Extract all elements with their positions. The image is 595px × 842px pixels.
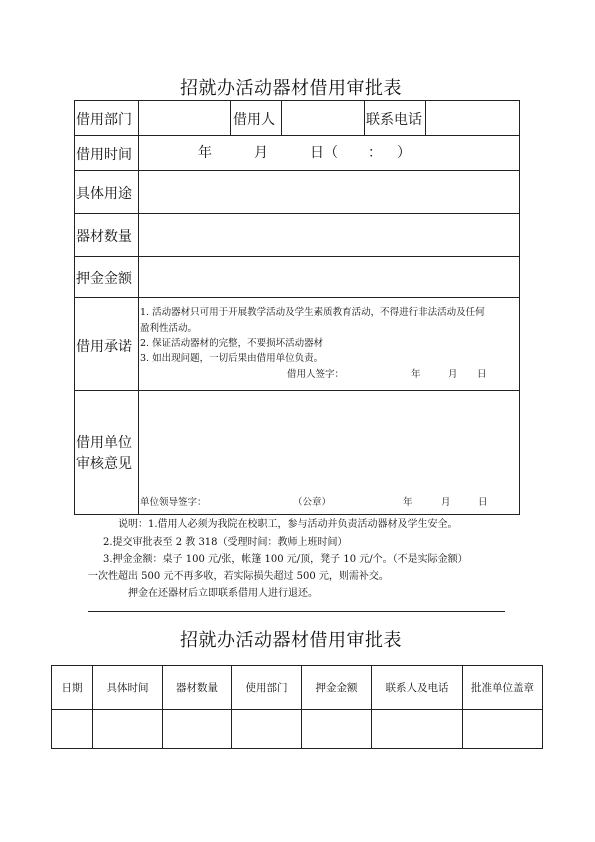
deposit-field[interactable] [140,258,518,296]
purpose-label: 具体用途 [76,186,132,202]
promise-label: 借用承诺 [76,339,132,355]
quantity-field[interactable] [140,215,518,255]
dept-field[interactable] [140,102,228,133]
promise-line-1: 1. 活动器材只可用于开展教学活动及学生素质教育活动，不得进行非法活动及任何 [140,307,485,318]
time-month: 月 [254,145,268,161]
review-seal: （公章） [293,497,332,508]
record-table [51,665,543,749]
borrower-label: 借用人 [233,112,275,128]
section-divider [88,611,505,612]
review-opinion-field[interactable] [140,393,518,485]
record-header-dept: 使用部门 [232,666,302,710]
note-line-5: 押金在还器材后立即联系借用人进行退还。 [128,588,318,599]
review-label-line-2: 审核意见 [76,456,132,472]
time-colon: ： [368,145,382,161]
note-line-1: 说明：1.借用人必须为我院在校职工，参与活动并负责活动器材及学生安全。 [118,519,458,530]
record-row [52,710,543,749]
time-year: 年 [198,145,212,161]
review-label-line-1: 借用单位 [76,435,132,451]
review-year: 年 [403,497,413,508]
record-cell-dept[interactable] [232,710,302,749]
phone-field[interactable] [427,102,517,133]
record-header-time: 具体时间 [93,666,163,710]
promise-signature-label: 借用人签字： [287,369,345,380]
record-cell-time[interactable] [93,710,163,749]
note-line-3: 3.押金金额：桌子 100 元/张，帐篷 100 元/顶，凳子 10 元/个。（不是实际金额） [103,554,468,565]
promise-line-3: 3. 如出现问题，一切后果由借用单位负责。 [140,353,324,364]
record-cell-quantity[interactable] [163,710,232,749]
time-close: ） [397,145,411,161]
record-header-contact: 联系人及电话 [372,666,463,710]
note-line-2: 2.提交审批表至 2 教 318（受理时间：教师上班时间） [103,537,348,548]
record-header-quantity: 器材数量 [163,666,232,710]
record-cell-deposit[interactable] [302,710,372,749]
record-header-date: 日期 [52,666,93,710]
review-signature-label: 单位领导签字： [140,497,207,508]
purpose-field[interactable] [140,172,518,212]
form-title: 招就办活动器材借用审批表 [180,78,402,99]
deposit-label: 押金金额 [76,271,132,287]
record-title: 招就办活动器材借用审批表 [180,630,402,651]
review-day: 日 [478,497,488,508]
time-label: 借用时间 [76,147,132,163]
promise-day: 日 [477,369,487,380]
borrower-field[interactable] [283,102,362,133]
dept-label: 借用部门 [76,112,132,128]
review-month: 月 [441,497,451,508]
record-cell-seal[interactable] [463,710,543,749]
quantity-label: 器材数量 [76,229,132,245]
promise-signature-field[interactable] [348,364,404,380]
note-line-4: 一次性超出 500 元不再多收，若实际损失超过 500 元，则需补交。 [88,571,389,582]
promise-line-1b: 盈利性活动。 [140,323,198,334]
record-header-row [52,666,543,710]
record-header-deposit: 押金金额 [302,666,372,710]
promise-month: 月 [448,369,458,380]
record-cell-date[interactable] [52,710,93,749]
record-header-seal: 批准单位盖章 [463,666,543,710]
record-cell-contact[interactable] [372,710,463,749]
time-day: 日（ [310,145,338,161]
phone-label: 联系电话 [366,112,422,128]
promise-year: 年 [411,369,421,380]
promise-line-2: 2. 保证活动器材的完整，不要损坏活动器材 [140,338,324,349]
